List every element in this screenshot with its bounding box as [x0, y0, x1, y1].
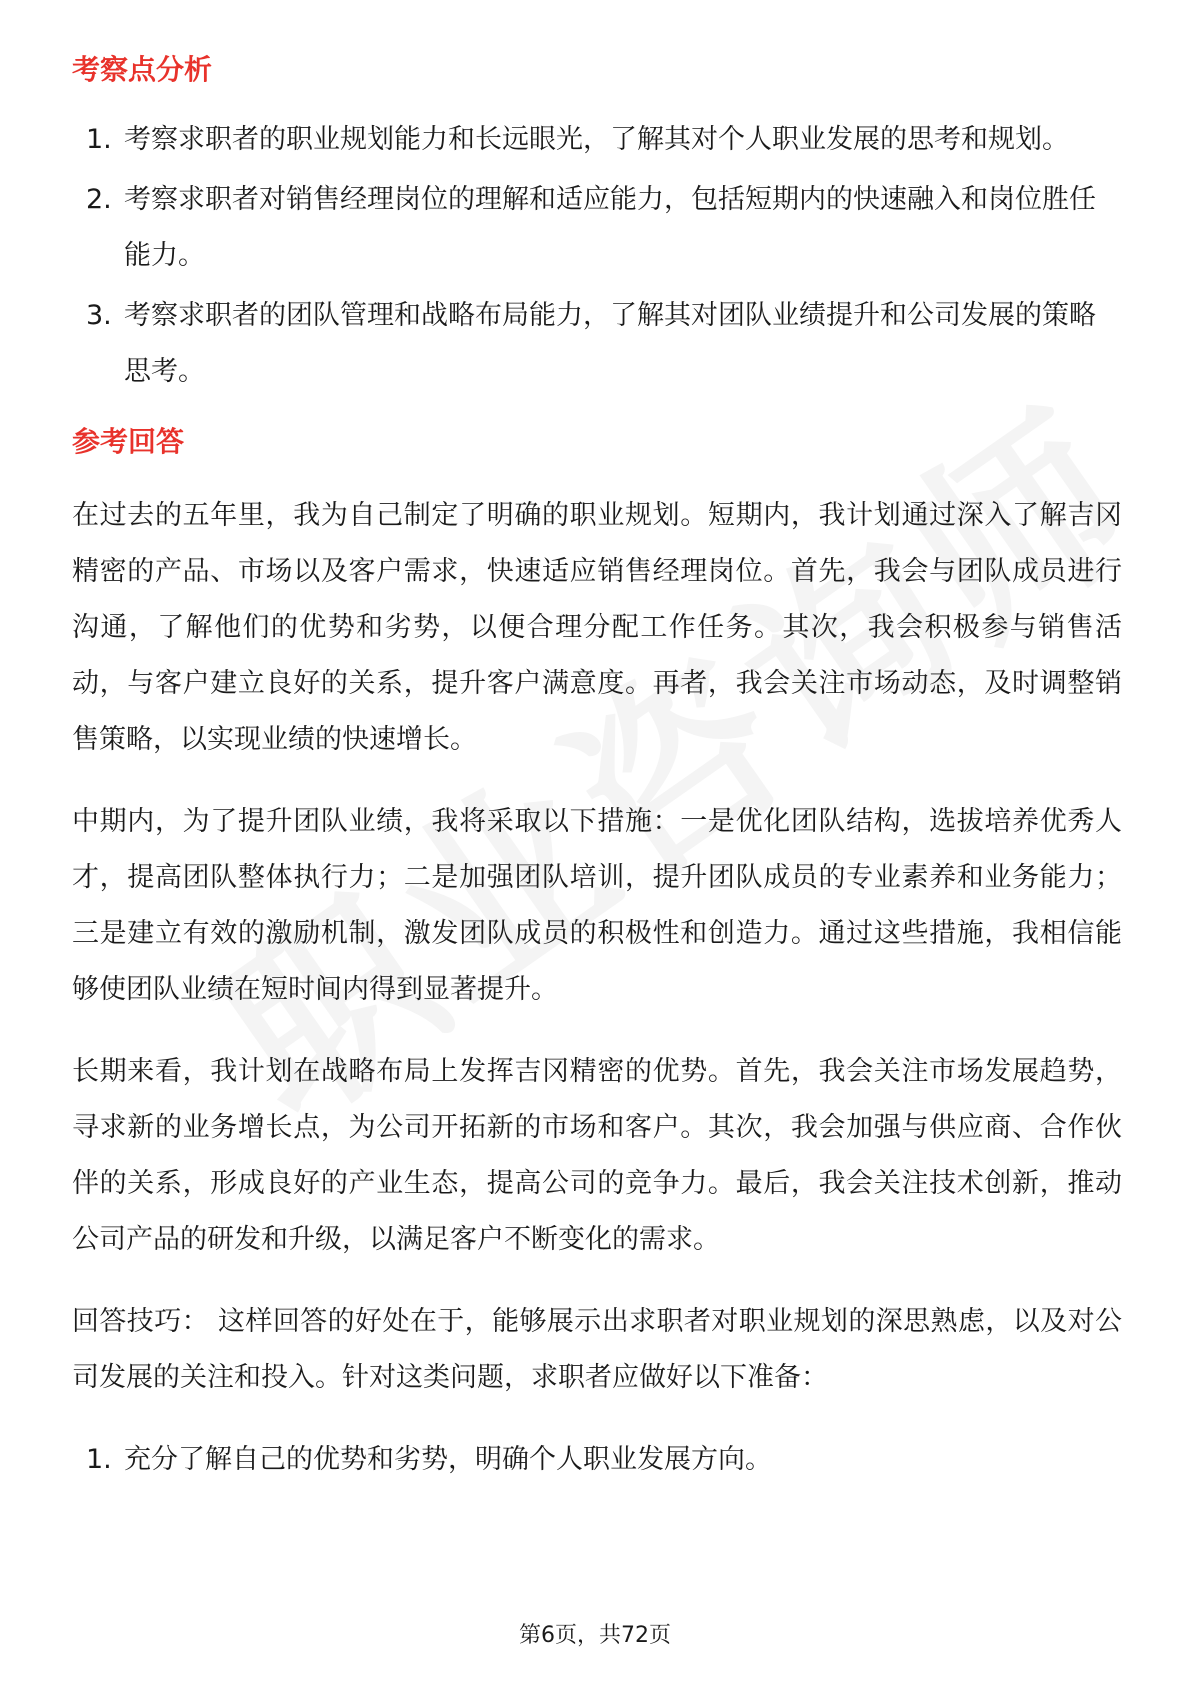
page-footer: 第6页，共72页 [519, 1623, 671, 1648]
list-number: 1. [86, 124, 112, 155]
section-title-analysis: 考察点分析 [72, 53, 213, 86]
tips-list [72, 1432, 1122, 1488]
section-title-answer: 参考回答 [72, 425, 185, 458]
list-item-text: 充分了解自己的优势和劣势，明确个人职业发展方向。 [124, 1444, 772, 1475]
list-item [72, 1432, 1122, 1488]
answer-tips-paragraph: 回答技巧： 这样回答的好处在于，能够展示出求职者对职业规划的深思熟虑，以及对公司发展的关注和投入。针对这类问题，求职者应做好以下准备： [72, 1306, 1122, 1393]
list-item-text: 考察求职者的职业规划能力和长远眼光，了解其对个人职业发展的思考和规划。 [124, 124, 1069, 155]
page-content [72, 46, 1122, 1488]
list-number: 3. [86, 300, 112, 331]
list-item-text: 考察求职者对销售经理岗位的理解和适应能力，包括短期内的快速融入和岗位胜任能力。 [124, 184, 1096, 271]
answer-paragraph: 长期来看，我计划在战略布局上发挥吉冈精密的优势。首先，我会关注市场发展趋势，寻求新的业务增长点，为公司开拓新的市场和客户。其次，我会加强与供应商、合作伙伴的关系，形成良好的产业生态，提高公司的竞争力。最后，我会关注技术创新，推动公司产品的研发和升级，以满足客户不断变化的需求。 [72, 1056, 1122, 1255]
list-item [72, 112, 1122, 168]
list-item [72, 288, 1122, 400]
list-item [72, 172, 1122, 284]
analysis-list [72, 112, 1122, 400]
list-number: 1. [86, 1444, 112, 1475]
answer-paragraph: 在过去的五年里，我为自己制定了明确的职业规划。短期内，我计划通过深入了解吉冈精密的产品、市场以及客户需求，快速适应销售经理岗位。首先，我会与团队成员进行沟通，了解他们的优势和劣势，以便合理分配工作任务。其次，我会积极参与销售活动，与客户建立良好的关系，提升客户满意度。再者，我会关注市场动态，及时调整销售策略，以实现业绩的快速增长。 [72, 500, 1122, 755]
list-item-text: 考察求职者的团队管理和战略布局能力，了解其对团队业绩提升和公司发展的策略思考。 [124, 300, 1096, 387]
answer-paragraph: 中期内，为了提升团队业绩，我将采取以下措施：一是优化团队结构，选拔培养优秀人才，提高团队整体执行力；二是加强团队培训，提升团队成员的专业素养和业务能力；三是建立有效的激励机制，激发团队成员的积极性和创造力。通过这些措施，我相信能够使团队业绩在短时间内得到显著提升。 [72, 806, 1122, 1005]
list-number: 2. [86, 184, 112, 215]
